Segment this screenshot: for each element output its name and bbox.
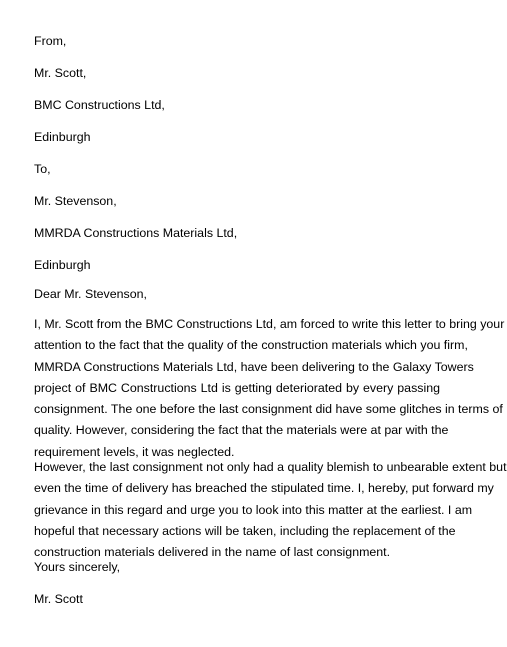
- paragraph-line: quality. However, considering the fact that the materials were at par with the: [34, 423, 449, 438]
- from-label: From,: [34, 34, 67, 48]
- sender-city: Edinburgh: [34, 130, 91, 144]
- to-label: To,: [34, 162, 51, 176]
- salutation: Dear Mr. Stevenson,: [34, 287, 147, 301]
- paragraph-line: However, the last consignment not only had a quality blemish to unbearable extent but: [34, 460, 507, 474]
- paragraph-line: grievance in this regard and urge you to look into this matter at the earliest. I am: [34, 502, 473, 517]
- recipient-company: MMRDA Constructions Materials Ltd,: [34, 226, 238, 240]
- body-paragraph-2: [34, 457, 507, 563]
- sender-company: BMC Constructions Ltd,: [34, 98, 165, 112]
- recipient-city: Edinburgh: [34, 258, 91, 272]
- sender-name: Mr. Scott,: [34, 66, 87, 80]
- paragraph-line: requirement levels, it was neglected.: [34, 444, 235, 459]
- paragraph-line: project of BMC Constructions Ltd is getting deteriorated by every passing: [34, 380, 440, 395]
- paragraph-line: MMRDA Constructions Materials Ltd, have been delivering to the Galaxy Towers: [34, 359, 474, 374]
- paragraph-line: I, Mr. Scott from the BMC Constructions Ltd, am forced to write this letter to bring your: [34, 317, 505, 331]
- signature-name: Mr. Scott: [34, 592, 83, 606]
- body-paragraph-1: [34, 314, 505, 463]
- paragraph-line: attention to the fact that the quality of the construction materials which you firm,: [34, 338, 468, 353]
- closing: Yours sincerely,: [34, 560, 121, 574]
- paragraph-line: hopeful that necessary actions will be taken, including the replacement of the: [34, 523, 456, 538]
- recipient-name: Mr. Stevenson,: [34, 194, 117, 208]
- paragraph-line: consignment. The one before the last consignment did have some glitches in terms of: [34, 402, 503, 417]
- paragraph-line: construction materials delivered in the name of last consignment.: [34, 545, 391, 560]
- paragraph-line: even the time of delivery has breached the stipulated time. I, hereby, put forward my: [34, 481, 494, 496]
